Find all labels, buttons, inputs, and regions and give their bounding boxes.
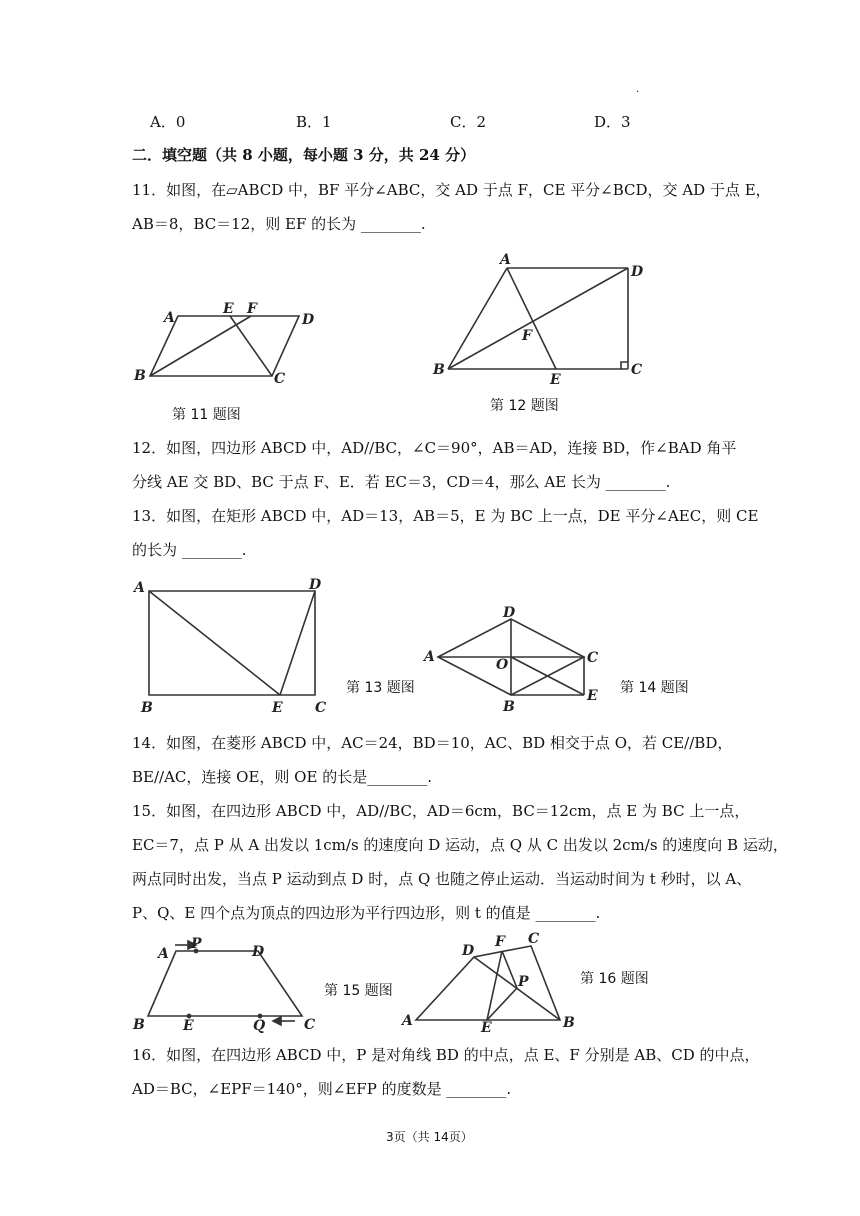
q11-line2: AB＝8，BC＝12，则 EF 的长为 ________. — [132, 215, 426, 233]
option-b: B．1 — [296, 113, 332, 131]
fig11-label-b: B — [134, 368, 146, 384]
q15-line2: EC＝7，点 P 从 A 出发以 1cm/s 的速度向 D 运动，点 Q 从 C 出发以 2cm/s 的速度向 B 运动， — [132, 836, 788, 854]
fig13-label-a: A — [134, 580, 145, 596]
fig16-label-f: F — [495, 934, 505, 950]
fig12-label-b: B — [433, 362, 445, 378]
q11-line1: 11．如图，在▱ABCD 中，BF 平分∠ABC，交 AD 于点 F，CE 平分∠BCD，交 AD 于点 E， — [132, 181, 771, 199]
fig15-label-a: A — [158, 946, 169, 962]
q13-line1: 13．如图，在矩形 ABCD 中，AD＝13，AB＝5，E 为 BC 上一点，DE 平分∠AEC，则 CE — [132, 507, 759, 525]
section-title: 二．填空题（共 8 小题，每小题 3 分，共 24 分） — [132, 146, 476, 164]
page-footer: 3页（共 14页） — [386, 1130, 473, 1144]
fig13-label-e: E — [272, 700, 283, 716]
fig15-label-b: B — [133, 1017, 145, 1033]
fig15-label-e: E — [183, 1018, 194, 1034]
fig16-label-c: C — [528, 931, 540, 947]
fig16-line-ep — [487, 988, 517, 1020]
q16-line2: AD＝BC，∠EPF＝140°，则∠EFP 的度数是 ________. — [132, 1080, 512, 1098]
fig13-label-b: B — [141, 700, 153, 716]
caption-fig16: 第 16 题图 — [580, 971, 649, 987]
fig11-label-d: D — [302, 312, 315, 328]
q13-line2: 的长为 ________. — [132, 541, 247, 559]
fig12-label-c: C — [631, 362, 643, 378]
caption-fig11: 第 11 题图 — [172, 407, 241, 423]
fig16-label-b: B — [563, 1015, 575, 1031]
q15-line4: P、Q、E 四个点为顶点的四边形为平行四边形，则 t 的值是 ________. — [132, 904, 601, 922]
fig13-label-c: C — [315, 700, 327, 716]
fig14-label-c: C — [587, 650, 599, 666]
q12-line1: 12．如图，四边形 ABCD 中，AD//BC，∠C＝90°，AB＝AD，连接 BD，作∠BAD 角平 — [132, 439, 737, 457]
fig13-label-d: D — [309, 577, 322, 593]
fig15-label-c: C — [304, 1017, 316, 1033]
q14-line1: 14．如图，在菱形 ABCD 中，AC＝24，BD＝10，AC、BD 相交于点 O，若 CE//BD， — [132, 734, 733, 752]
dot-mark: . — [636, 84, 640, 95]
q15-line1: 15．如图，在四边形 ABCD 中，AD//BC，AD＝6cm，BC＝12cm，点 E 为 BC 上一点， — [132, 802, 750, 820]
caption-fig13: 第 13 题图 — [346, 680, 415, 696]
fig16-label-p: P — [518, 974, 529, 990]
caption-fig15: 第 15 题图 — [324, 983, 393, 999]
fig12-label-f: F — [522, 328, 532, 344]
fig14-label-d: D — [503, 605, 516, 621]
fig14-label-b: B — [503, 699, 515, 715]
fig11-label-a: A — [164, 310, 175, 326]
fig11-label-f: F — [247, 301, 257, 317]
fig16-line-ef — [487, 951, 502, 1020]
option-d: D．3 — [594, 113, 631, 131]
fig11-label-e: E — [223, 301, 234, 317]
q12-line2: 分线 AE 交 BD、BC 于点 F、E．若 EC＝3，CD＝4，那么 AE 长为 ________. — [132, 473, 671, 491]
fig16-label-d: D — [462, 943, 475, 959]
fig15-label-q: Q — [253, 1018, 266, 1034]
caption-fig12: 第 12 题图 — [490, 398, 559, 414]
fig11-label-c: C — [274, 371, 286, 387]
q15-line3: 两点同时出发，当点 P 运动到点 D 时，点 Q 也随之停止运动．当运动时间为 t 秒时，以 A、 — [132, 870, 752, 888]
q14-line2: BE//AC，连接 OE，则 OE 的长是________. — [132, 768, 432, 786]
fig12-label-e: E — [550, 372, 561, 388]
fig16-label-a: A — [402, 1013, 413, 1029]
fig15-label-p: P — [191, 936, 202, 952]
fig14-label-e: E — [587, 688, 598, 704]
option-c: C．2 — [450, 113, 487, 131]
fig12-label-a: A — [500, 252, 511, 268]
fig12-label-d: D — [631, 264, 644, 280]
fig14-label-o: O — [496, 657, 509, 673]
fig16-quadrilateral — [416, 946, 560, 1020]
fig15-label-d: D — [252, 944, 265, 960]
caption-fig14: 第 14 题图 — [620, 680, 689, 696]
fig14-label-a: A — [424, 649, 435, 665]
fig16-label-e: E — [481, 1020, 492, 1036]
option-a: A．0 — [150, 113, 186, 131]
q16-line1: 16．如图，在四边形 ABCD 中，P 是对角线 BD 的中点，点 E、F 分别是 AB、CD 的中点， — [132, 1046, 760, 1064]
